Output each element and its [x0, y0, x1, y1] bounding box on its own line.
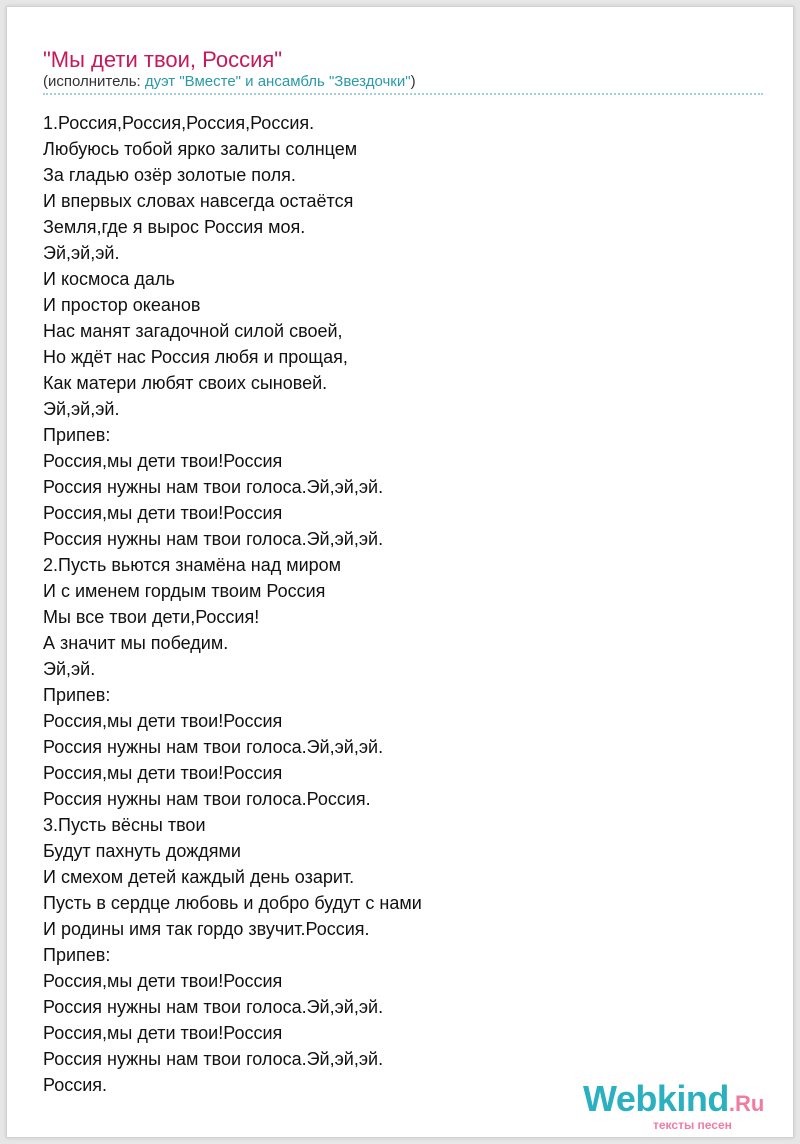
lyric-line: Россия,мы дети твои!Россия: [43, 711, 283, 731]
lyric-line: Россия,мы дети твои!Россия: [43, 971, 283, 991]
lyric-line: 3.Пусть вёсны твои: [43, 815, 206, 835]
lyric-line: И простор океанов: [43, 295, 201, 315]
lyric-line: Россия,мы дети твои!Россия: [43, 763, 283, 783]
lyric-line: Мы все твои дети,Россия!: [43, 607, 260, 627]
lyric-line: Эй,эй.: [43, 659, 96, 679]
song-artist-line: [43, 73, 416, 90]
lyric-line: А значит мы победим.: [43, 633, 229, 653]
song-title: "Мы дети твои, Россия": [43, 47, 283, 72]
lyric-line: Россия нужны нам твои голоса.Эй,эй,эй.: [43, 737, 384, 757]
lyric-line: Россия нужны нам твои голоса.Эй,эй,эй.: [43, 1049, 384, 1069]
lyric-line: Россия нужны нам твои голоса.Эй,эй,эй.: [43, 997, 384, 1017]
artist-link[interactable]: дуэт "Вместе" и ансамбль "Звездочки": [144, 73, 411, 90]
lyric-line: Россия,мы дети твои!Россия: [43, 451, 283, 471]
lyric-line: Любуюсь тобой ярко залиты солнцем: [43, 139, 358, 159]
lyrics-list: [43, 110, 422, 1098]
lyric-line: Россия нужны нам твои голоса.Эй,эй,эй.: [43, 529, 384, 549]
lyric-line: Земля,где я вырос Россия моя.: [43, 217, 306, 237]
lyric-line: Будут пахнуть дождями: [43, 841, 241, 861]
lyric-line: И родины имя так гордо звучит.Россия.: [43, 919, 370, 939]
lyric-line: Россия.: [43, 1075, 108, 1095]
artist-suffix: ): [410, 73, 416, 90]
lyric-line: Эй,эй,эй.: [43, 399, 120, 419]
lyric-line: И космоса даль: [43, 269, 175, 289]
lyric-line: И с именем гордым твоим Россия: [43, 581, 326, 601]
lyric-line: 2.Пусть вьются знамёна над миром: [43, 555, 342, 575]
site-logo[interactable]: [583, 1078, 765, 1132]
logo-tagline: тексты песен: [653, 1118, 732, 1132]
lyric-line: За гладью озёр золотые поля.: [43, 165, 296, 185]
lyrics-sheet: [6, 6, 794, 1138]
lyric-line: Россия,мы дети твои!Россия: [43, 1023, 283, 1043]
lyric-line: И смехом детей каждый день озарит.: [43, 867, 355, 887]
lyric-line: Припев:: [43, 945, 111, 965]
lyric-line: Припев:: [43, 425, 111, 445]
lyric-line: 1.Россия,Россия,Россия,Россия.: [43, 113, 315, 133]
lyric-line: Нас манят загадочной силой своей,: [43, 321, 343, 341]
title-divider: [43, 93, 763, 95]
lyric-line: Как матери любят своих сыновей.: [43, 373, 328, 393]
lyric-line: Припев:: [43, 685, 111, 705]
lyric-line: Эй,эй,эй.: [43, 243, 120, 263]
logo-brand: Webkind: [583, 1078, 729, 1119]
logo-tld: .Ru: [728, 1091, 765, 1116]
lyric-line: Россия нужны нам твои голоса.Эй,эй,эй.: [43, 477, 384, 497]
lyric-line: Россия,мы дети твои!Россия: [43, 503, 283, 523]
lyric-line: Но ждёт нас Россия любя и прощая,: [43, 347, 348, 367]
lyric-line: Россия нужны нам твои голоса.Россия.: [43, 789, 371, 809]
artist-prefix: (исполнитель:: [43, 73, 145, 90]
lyric-line: И впервых словах навсегда остаётся: [43, 191, 354, 211]
lyric-line: Пусть в сердце любовь и добро будут с нами: [43, 893, 422, 913]
